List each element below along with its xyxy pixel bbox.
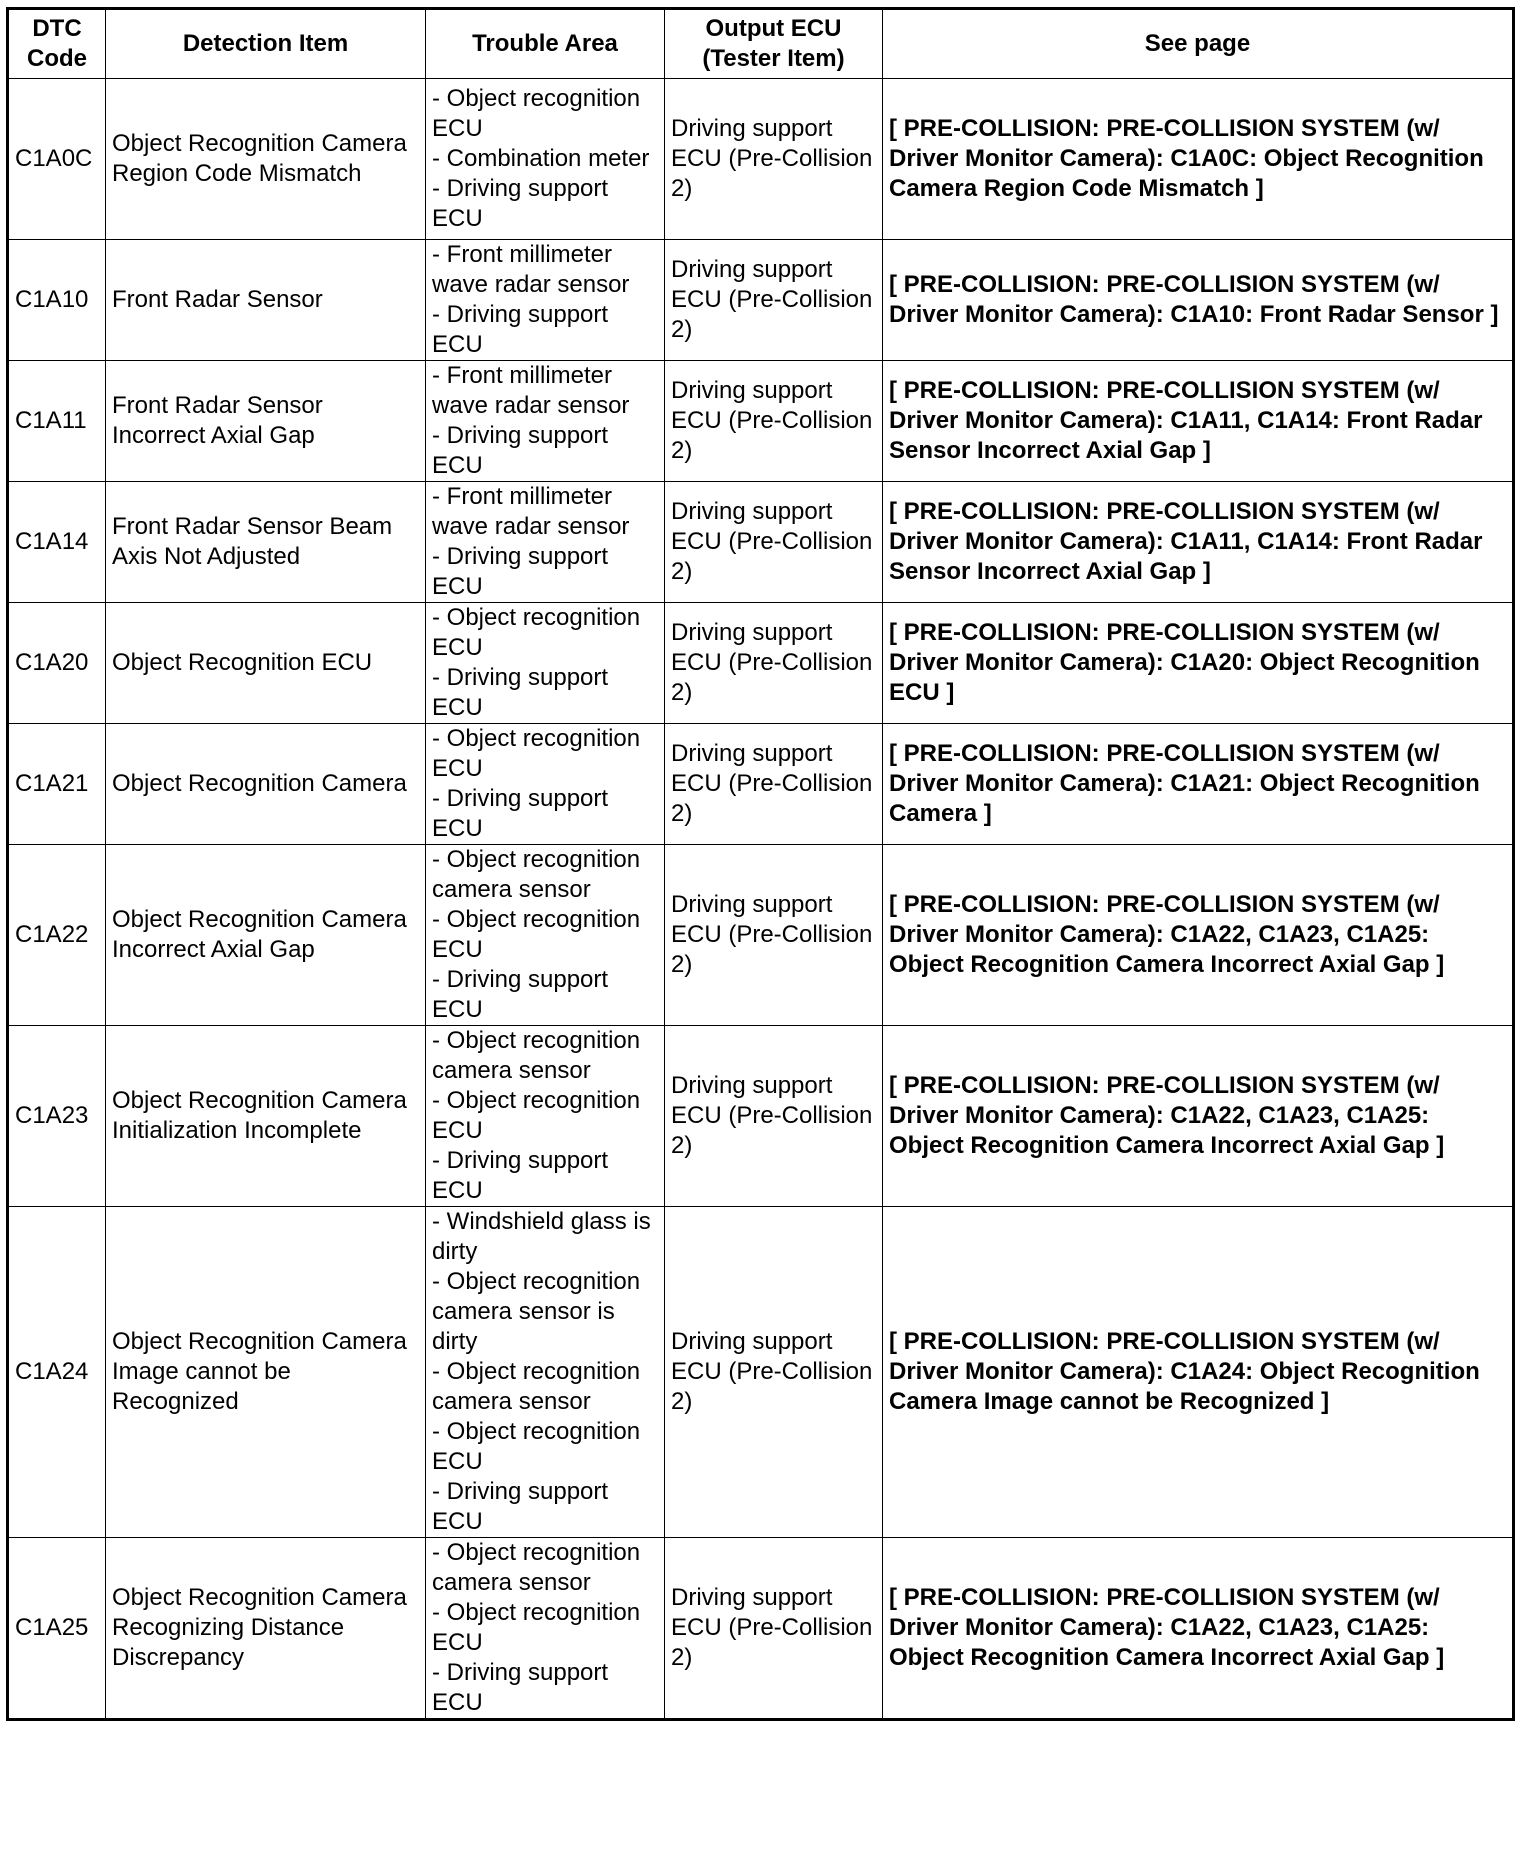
table-row — [8, 1538, 1514, 1720]
output-ecu-cell: Driving support ECU (Pre-Collision 2) — [665, 603, 883, 724]
header-see-page: See page — [883, 9, 1514, 79]
trouble-area-item: - Driving support ECU — [432, 1147, 609, 1204]
trouble-area-cell — [426, 1207, 665, 1538]
trouble-area-item: - Object recognition camera sensor — [432, 1358, 641, 1415]
trouble-area-item: - Object recognition ECU — [432, 1418, 641, 1475]
see-page-reference: [ PRE-COLLISION: PRE-COLLISION SYSTEM (w/ Driver Monitor Camera): C1A20: Object Recognition ECU ] — [883, 603, 1514, 724]
trouble-area-item: - Driving support ECU — [432, 1659, 609, 1716]
trouble-area-item: - Object recognition camera sensor is dirty — [432, 1268, 641, 1355]
trouble-area-item: - Driving support ECU — [432, 422, 609, 479]
trouble-area-cell — [426, 603, 665, 724]
trouble-area-item: - Object recognition ECU — [432, 85, 641, 142]
dtc-code-cell: C1A23 — [8, 1026, 106, 1207]
detection-item-cell: Object Recognition ECU — [106, 603, 426, 724]
output-ecu-cell: Driving support ECU (Pre-Collision 2) — [665, 1538, 883, 1720]
trouble-area-item: - Front millimeter wave radar sensor — [432, 483, 630, 540]
trouble-area-item: - Driving support ECU — [432, 301, 609, 358]
see-page-reference: [ PRE-COLLISION: PRE-COLLISION SYSTEM (w/ Driver Monitor Camera): C1A10: Front Radar Sensor ] — [883, 240, 1514, 361]
trouble-area-cell — [426, 482, 665, 603]
trouble-area-item: - Object recognition ECU — [432, 1599, 641, 1656]
output-ecu-cell: Driving support ECU (Pre-Collision 2) — [665, 361, 883, 482]
trouble-area-item: - Windshield glass is dirty — [432, 1208, 651, 1265]
dtc-code-cell: C1A24 — [8, 1207, 106, 1538]
see-page-reference: [ PRE-COLLISION: PRE-COLLISION SYSTEM (w/ Driver Monitor Camera): C1A21: Object Recognition Camera ] — [883, 724, 1514, 845]
detection-item-cell: Front Radar Sensor — [106, 240, 426, 361]
table-row — [8, 724, 1514, 845]
dtc-code-cell: C1A20 — [8, 603, 106, 724]
trouble-area-item: - Object recognition camera sensor — [432, 1539, 641, 1596]
table-row — [8, 240, 1514, 361]
output-ecu-cell: Driving support ECU (Pre-Collision 2) — [665, 240, 883, 361]
trouble-area-item: - Object recognition camera sensor — [432, 1027, 641, 1084]
detection-item-cell: Object Recognition Camera — [106, 724, 426, 845]
see-page-reference: [ PRE-COLLISION: PRE-COLLISION SYSTEM (w/ Driver Monitor Camera): C1A22, C1A23, C1A25: Object Recognition Camera Incorrect Axial Gap ] — [883, 1026, 1514, 1207]
trouble-area-item: - Driving support ECU — [432, 175, 609, 232]
table-row — [8, 482, 1514, 603]
trouble-area-cell — [426, 1538, 665, 1720]
output-ecu-cell: Driving support ECU (Pre-Collision 2) — [665, 1207, 883, 1538]
see-page-reference: [ PRE-COLLISION: PRE-COLLISION SYSTEM (w/ Driver Monitor Camera): C1A24: Object Recognition Camera Image cannot be Recognized ] — [883, 1207, 1514, 1538]
dtc-code-cell: C1A22 — [8, 845, 106, 1026]
trouble-area-item: - Object recognition camera sensor — [432, 846, 641, 903]
output-ecu-cell: Driving support ECU (Pre-Collision 2) — [665, 79, 883, 240]
detection-item-cell: Object Recognition Camera Recognizing Distance Discrepancy — [106, 1538, 426, 1720]
trouble-area-item: - Object recognition ECU — [432, 1087, 641, 1144]
output-ecu-cell: Driving support ECU (Pre-Collision 2) — [665, 724, 883, 845]
dtc-code-cell: C1A11 — [8, 361, 106, 482]
detection-item-cell: Front Radar Sensor Incorrect Axial Gap — [106, 361, 426, 482]
detection-item-cell: Front Radar Sensor Beam Axis Not Adjusted — [106, 482, 426, 603]
trouble-area-item: - Driving support ECU — [432, 664, 609, 721]
trouble-area-cell — [426, 845, 665, 1026]
detection-item-cell: Object Recognition Camera Initialization Incomplete — [106, 1026, 426, 1207]
see-page-reference: [ PRE-COLLISION: PRE-COLLISION SYSTEM (w/ Driver Monitor Camera): C1A11, C1A14: Front Radar Sensor Incorrect Axial Gap ] — [883, 482, 1514, 603]
trouble-area-item: - Front millimeter wave radar sensor — [432, 241, 630, 298]
trouble-area-cell — [426, 361, 665, 482]
trouble-area-item: - Driving support ECU — [432, 785, 609, 842]
trouble-area-item: - Driving support ECU — [432, 966, 609, 1023]
dtc-code-cell: C1A0C — [8, 79, 106, 240]
table-row — [8, 1026, 1514, 1207]
see-page-reference: [ PRE-COLLISION: PRE-COLLISION SYSTEM (w/ Driver Monitor Camera): C1A0C: Object Recognition Camera Region Code Mismatch ] — [883, 79, 1514, 240]
dtc-code-cell: C1A21 — [8, 724, 106, 845]
trouble-area-item: - Front millimeter wave radar sensor — [432, 362, 630, 419]
trouble-area-item: - Driving support ECU — [432, 543, 609, 600]
see-page-reference: [ PRE-COLLISION: PRE-COLLISION SYSTEM (w/ Driver Monitor Camera): C1A11, C1A14: Front Radar Sensor Incorrect Axial Gap ] — [883, 361, 1514, 482]
table-row — [8, 1207, 1514, 1538]
dtc-code-cell: C1A25 — [8, 1538, 106, 1720]
detection-item-cell: Object Recognition Camera Incorrect Axial Gap — [106, 845, 426, 1026]
header-detection-item: Detection Item — [106, 9, 426, 79]
output-ecu-cell: Driving support ECU (Pre-Collision 2) — [665, 482, 883, 603]
header-row — [8, 9, 1514, 79]
table-row — [8, 845, 1514, 1026]
dtc-code-cell: C1A10 — [8, 240, 106, 361]
trouble-area-cell — [426, 724, 665, 845]
table-row — [8, 603, 1514, 724]
see-page-reference: [ PRE-COLLISION: PRE-COLLISION SYSTEM (w/ Driver Monitor Camera): C1A22, C1A23, C1A25: Object Recognition Camera Incorrect Axial Gap ] — [883, 1538, 1514, 1720]
trouble-area-cell — [426, 1026, 665, 1207]
detection-item-cell: Object Recognition Camera Image cannot be Recognized — [106, 1207, 426, 1538]
table-header — [8, 9, 1514, 79]
detection-item-cell: Object Recognition Camera Region Code Mismatch — [106, 79, 426, 240]
see-page-reference: [ PRE-COLLISION: PRE-COLLISION SYSTEM (w/ Driver Monitor Camera): C1A22, C1A23, C1A25: Object Recognition Camera Incorrect Axial Gap ] — [883, 845, 1514, 1026]
trouble-area-item: - Object recognition ECU — [432, 906, 641, 963]
output-ecu-cell: Driving support ECU (Pre-Collision 2) — [665, 845, 883, 1026]
output-ecu-cell: Driving support ECU (Pre-Collision 2) — [665, 1026, 883, 1207]
dtc-code-cell: C1A14 — [8, 482, 106, 603]
table-row — [8, 79, 1514, 240]
trouble-area-item: - Combination meter — [432, 145, 650, 172]
trouble-area-cell — [426, 79, 665, 240]
trouble-area-item: - Driving support ECU — [432, 1478, 609, 1535]
table-body — [8, 79, 1514, 1720]
header-trouble-area: Trouble Area — [426, 9, 665, 79]
dtc-table — [6, 7, 1515, 1721]
trouble-area-item: - Object recognition ECU — [432, 604, 641, 661]
header-dtc-code: DTC Code — [8, 9, 106, 79]
trouble-area-item: - Object recognition ECU — [432, 725, 641, 782]
table-row — [8, 361, 1514, 482]
trouble-area-cell — [426, 240, 665, 361]
header-output-ecu: Output ECU (Tester Item) — [665, 9, 883, 79]
